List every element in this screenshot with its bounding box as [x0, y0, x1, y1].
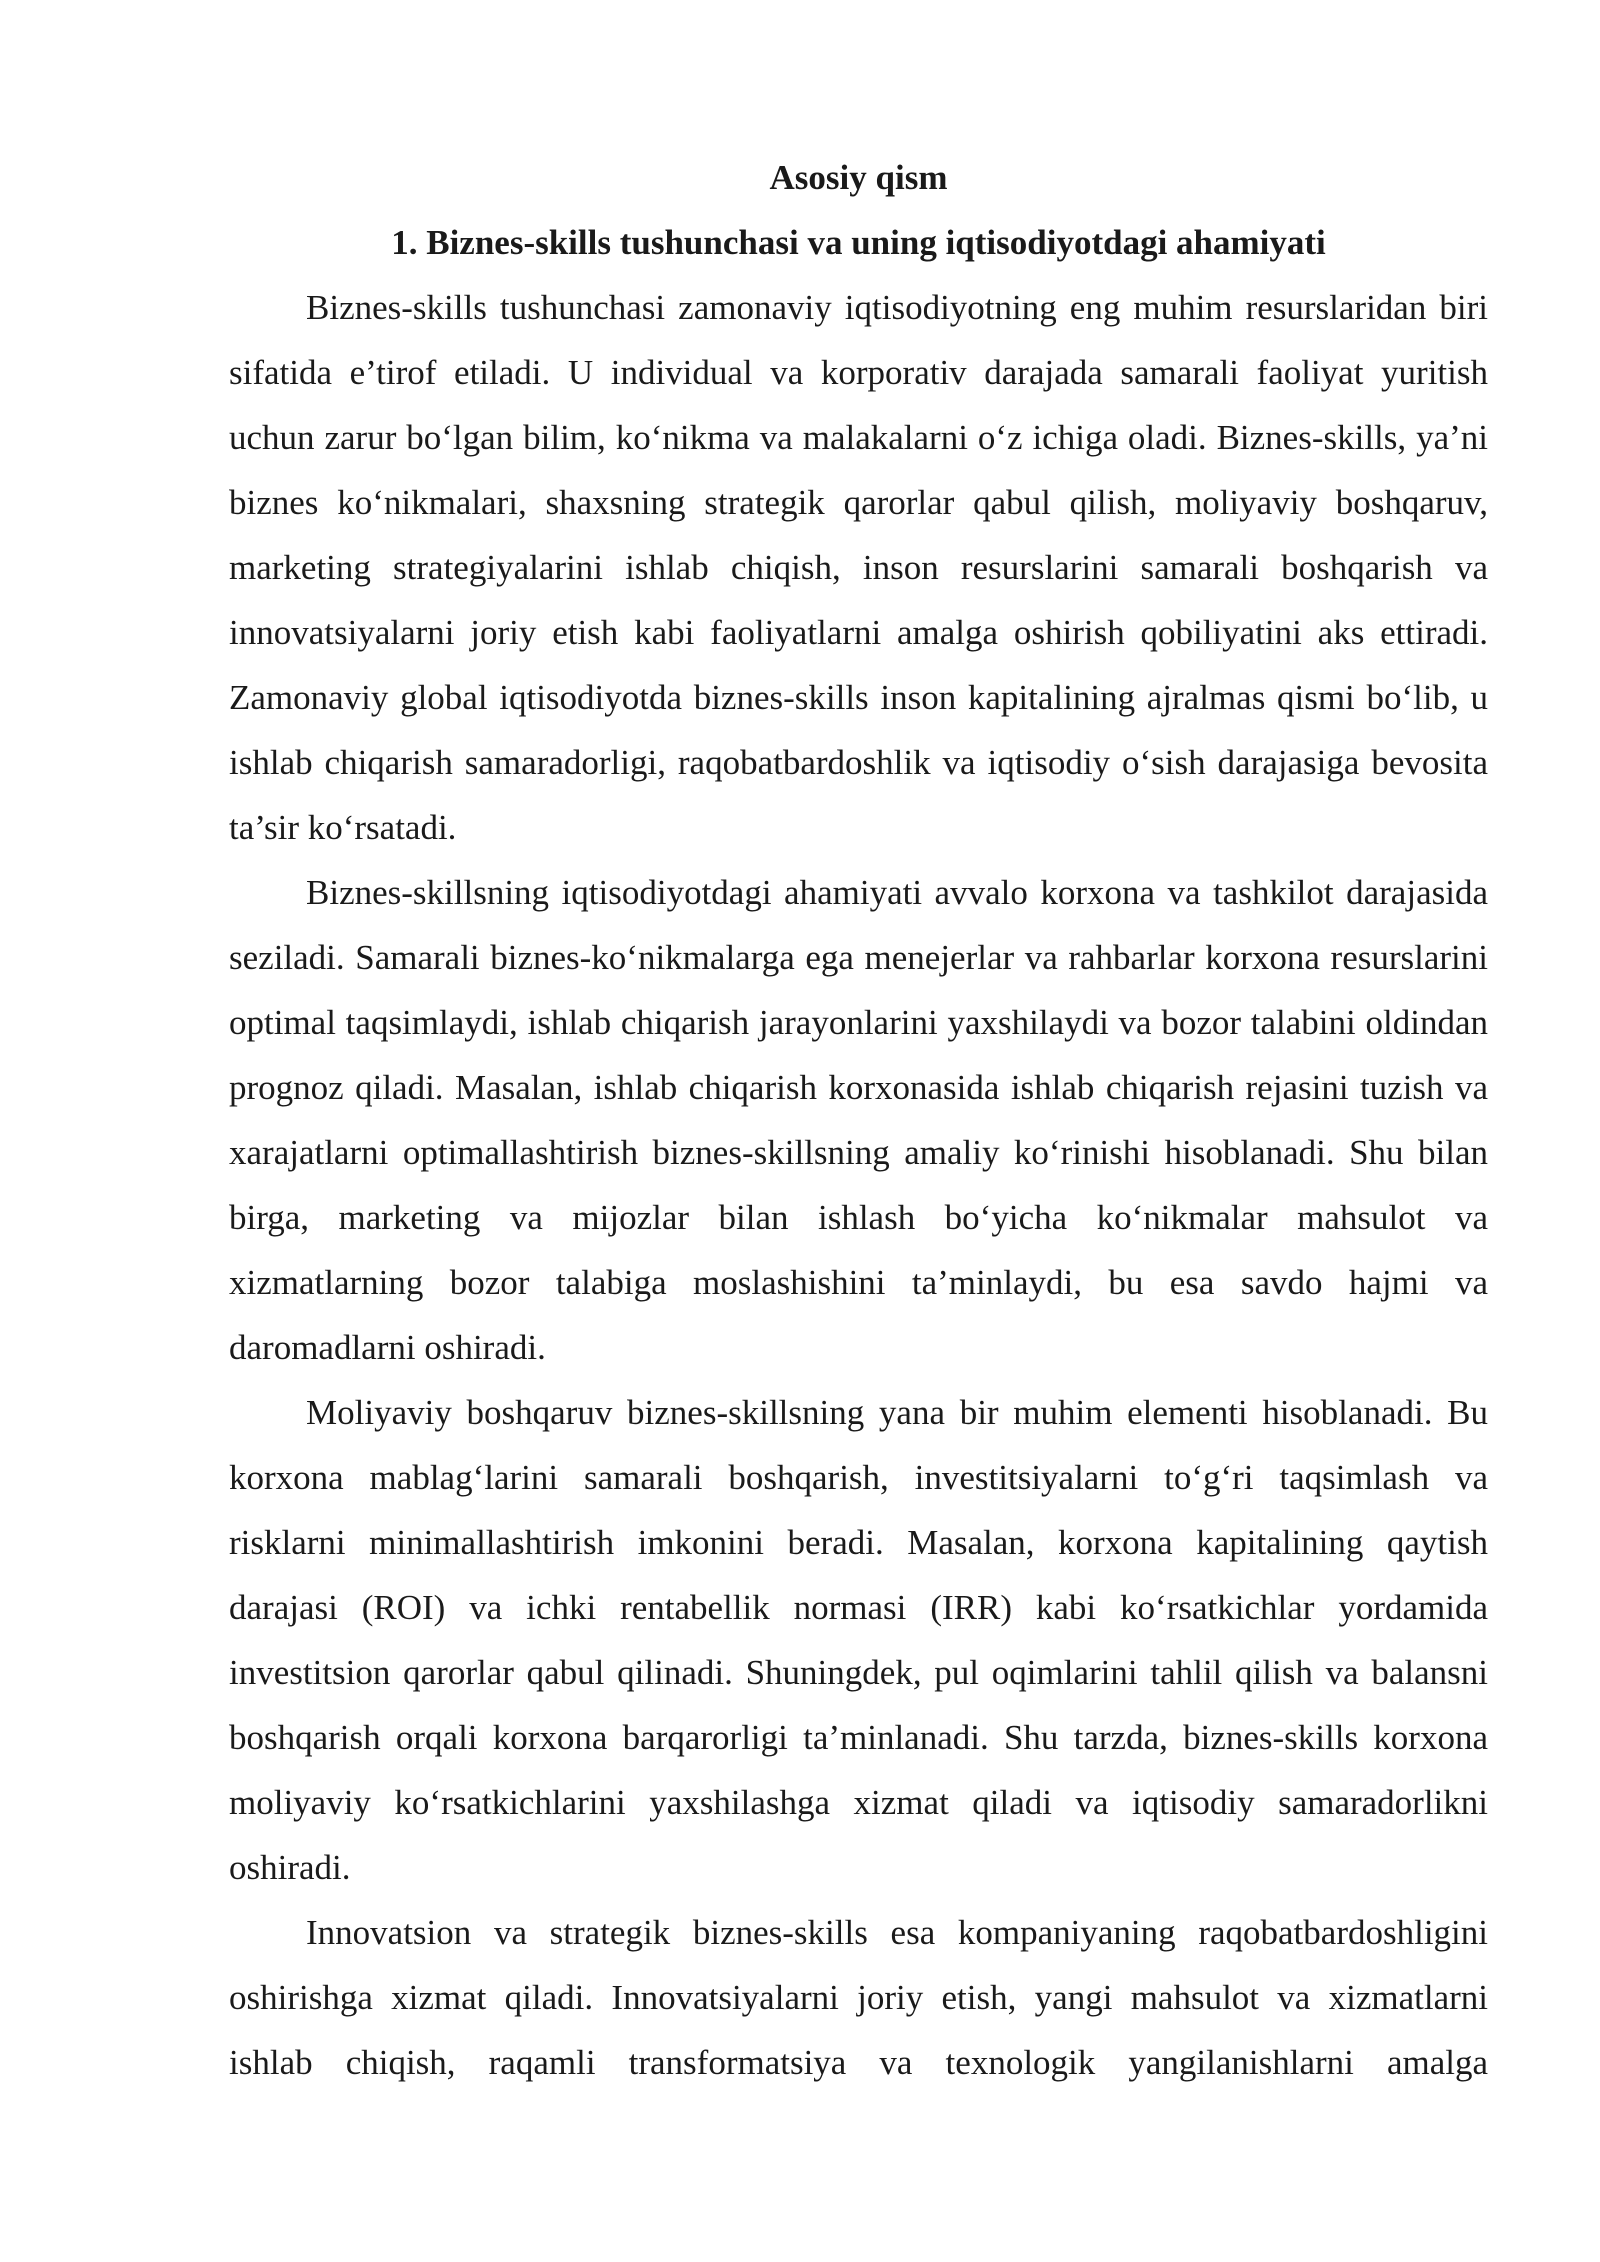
paragraph-4: Innovatsion va strategik biznes-skills esa kompaniyaning raqobatbardoshligini oshirishga xizmat qiladi. Innovatsiyalarni joriy etish, yangi mahsulot va xizmatlarni ishlab chiqish, raqamli transformatsiya va texnologik yangilanishlarni amalga [229, 1913, 1488, 2082]
paragraph-1: Biznes-skills tushunchasi zamonaviy iqtisodiyotning eng muhim resurslaridan biri sifatida e’tirof etiladi. U individual va korporativ darajada samarali faoliyat yuritish uchun zarur bo‘lgan bilim, ko‘nikma va malakalarni o‘z ichiga oladi. Biznes-skills, ya’ni biznes ko‘nikmalari, shaxsning strategik qarorlar qabul qilish, moliyaviy boshqaruv, marketing strategiyalarini ishlab chiqish, inson resurslarini samarali boshqarish va innovatsiyalarni joriy etish kabi faoliyatlarni amalga oshirish qobiliyatini aks ettiradi. Zamonaviy global iqtisodiyotda biznes-skills inson kapitalining ajralmas qismi bo‘lib, u ishlab chiqarish samaradorligi, raqobatbardoshlik va iqtisodiy o‘sish darajasiga bevosita ta’sir ko‘rsatadi. [229, 288, 1488, 847]
paragraph-3: Moliyaviy boshqaruv biznes-skillsning yana bir muhim elementi hisoblanadi. Bu korxona mablag‘larini samarali boshqarish, investitsiyalarni to‘g‘ri taqsimlash va risklarni minimallashtirish imkonini beradi. Masalan, korxona kapitalining qaytish darajasi (ROI) va ichki rentabellik normasi (IRR) kabi ko‘rsatkichlar yordamida investitsion qarorlar qabul qilinadi. Shuningdek, pul oqimlarini tahlil qilish va balansni boshqarish orqali korxona barqarorligi ta’minlanadi. Shu tarzda, biznes-skills korxona moliyaviy ko‘rsatkichlarini yaxshilashga xizmat qiladi va iqtisodiy samaradorlikni oshiradi. [229, 1393, 1488, 1887]
paragraph-2: Biznes-skillsning iqtisodiyotdagi ahamiyati avvalo korxona va tashkilot darajasida seziladi. Samarali biznes-ko‘nikmalarga ega menejerlar va rahbarlar korxona resurslarini optimal taqsimlaydi, ishlab chiqarish jarayonlarini yaxshilaydi va bozor talabini oldindan prognoz qiladi. Masalan, ishlab chiqarish korxonasida ishlab chiqarish rejasini tuzish va xarajatlarni optimallashtirish biznes-skillsning amaliy ko‘rinishi hisoblanadi. Shu bilan birga, marketing va mijozlar bilan ishlash bo‘yicha ko‘nikmalar mahsulot va xizmatlarning bozor talabiga moslashishini ta’minlaydi, bu esa savdo hajmi va daromadlarni oshiradi. [229, 873, 1488, 1367]
document-page [229, 145, 1488, 2095]
section-heading: 1. Biznes-skills tushunchasi va uning iqtisodiyotdagi ahamiyati [391, 223, 1326, 262]
document-title: Asosiy qism [769, 158, 948, 197]
